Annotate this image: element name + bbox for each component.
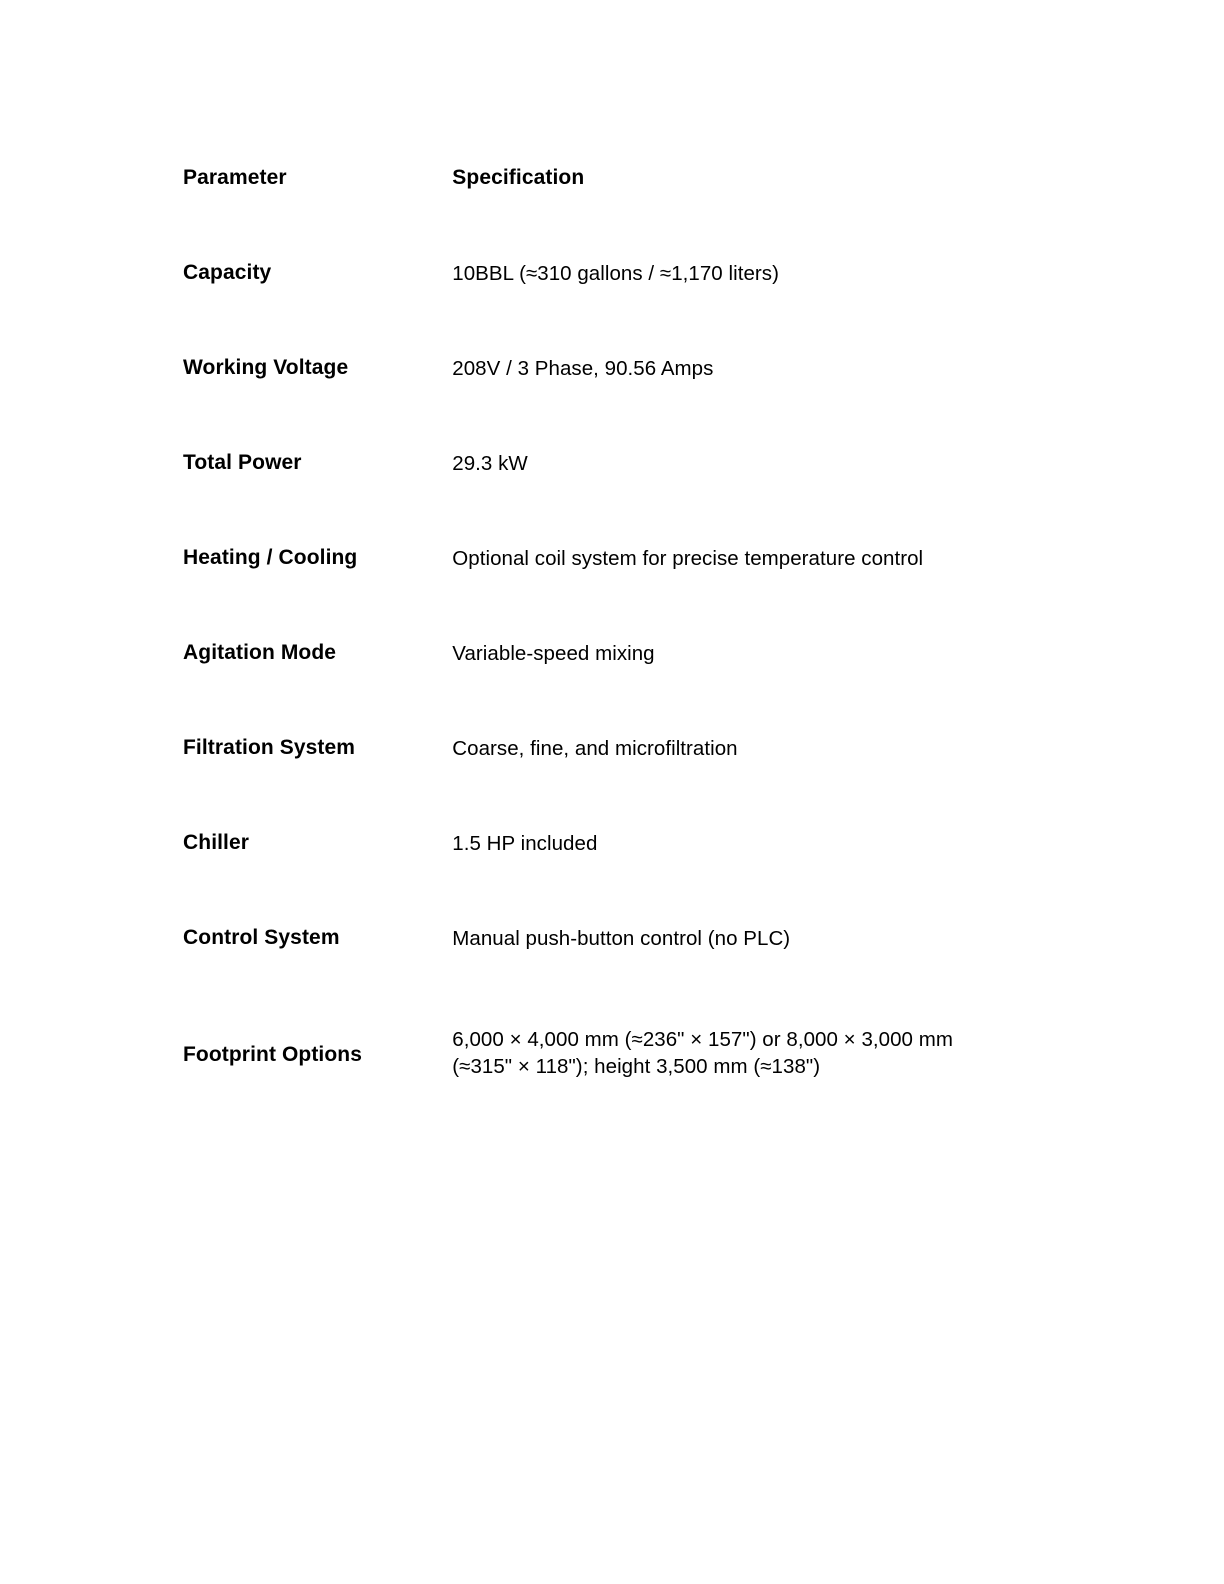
row-value-filtration-system: Coarse, fine, and microfiltration	[452, 737, 738, 760]
row-value-total-power: 29.3 kW	[452, 452, 528, 475]
row-parameter-chiller: Chiller	[183, 831, 250, 854]
row-value-chiller: 1.5 HP included	[452, 832, 598, 855]
table-row	[183, 260, 1003, 355]
row-value-agitation-mode: Variable-speed mixing	[452, 642, 655, 665]
table-row	[183, 355, 1003, 450]
row-parameter-filtration-system: Filtration System	[183, 736, 356, 759]
row-parameter-control-system: Control System	[183, 926, 340, 949]
row-value-heating-cooling: Optional coil system for precise temperature control	[452, 547, 924, 570]
row-value-capacity: 10BBL (≈310 gallons / ≈1,170 liters)	[452, 262, 779, 285]
table-row	[183, 640, 1003, 735]
row-value-working-voltage: 208V / 3 Phase, 90.56 Amps	[452, 357, 714, 380]
row-parameter-heating-cooling: Heating / Cooling	[183, 546, 358, 569]
row-parameter-total-power: Total Power	[183, 451, 302, 474]
row-parameter-agitation-mode: Agitation Mode	[183, 641, 337, 664]
table-row	[183, 450, 1003, 545]
table-header-row	[183, 165, 1003, 260]
row-parameter-capacity: Capacity	[183, 261, 272, 284]
table-row	[183, 735, 1003, 830]
table-row	[183, 545, 1003, 640]
row-value-control-system: Manual push-button control (no PLC)	[452, 927, 791, 950]
row-parameter-working-voltage: Working Voltage	[183, 356, 349, 379]
row-value-footprint-options: 6,000 × 4,000 mm (≈236" × 157") or 8,000 × 3,000 mm (≈315" × 118"); height 3,500 mm (≈138")	[452, 1028, 953, 1078]
column-header-parameter: Parameter	[183, 166, 287, 189]
table-row	[183, 1020, 1003, 1080]
row-parameter-footprint-options: Footprint Options	[183, 1043, 362, 1066]
table-row	[183, 830, 1003, 925]
specification-table	[183, 165, 1003, 1080]
table-row	[183, 925, 1003, 1020]
column-header-specification: Specification	[452, 166, 585, 189]
